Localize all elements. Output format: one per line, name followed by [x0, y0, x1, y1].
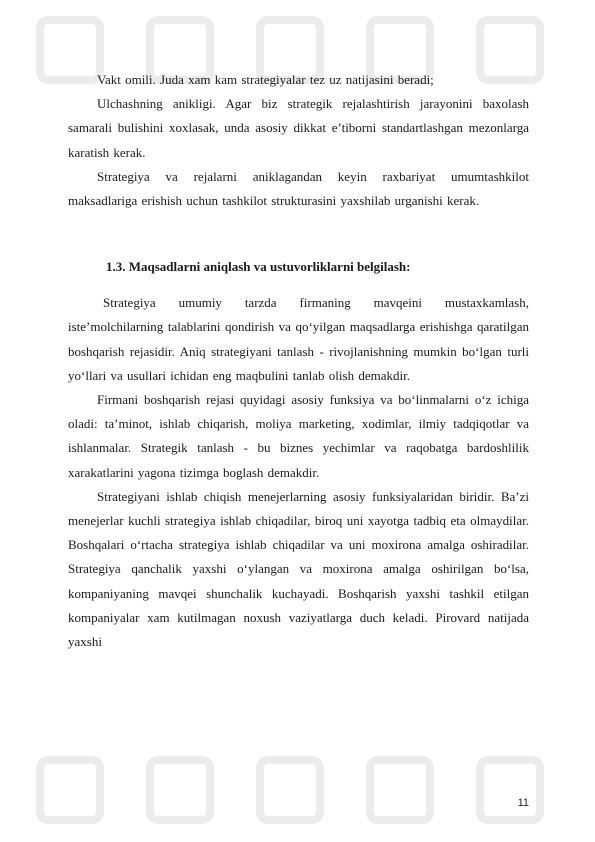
document-page [68, 68, 529, 654]
paragraph-measurement-accuracy: Ulchashning anikligi. Agar biz strategik rejalashtirish jarayonini baxolash samarali bulishini xoxlasak, unda asosiy dikkat e’tiborni standartlashgan mezonlarga karatish kerak. [68, 96, 529, 160]
paragraph-strategy-structure: Strategiya va rejalarni aniklagandan keyin raxbariyat umumtashkilot maksadlariga erishish uchun tashkilot strukturasini yaxshilab urganishi kerak. [68, 168, 529, 209]
page-number: 11 [517, 797, 529, 809]
paragraph-time-factor: Vakt omili. Juda xam kam strategiyalar tez uz natijasini beradi; [97, 72, 434, 87]
paragraph-strategy-definition: Strategiya umumiy tarzda firmaning mavqeini mustaxkamlash, iste’molchilarning talablarini qondirish va qo‘yilgan maqsadlarga erishishga qaratilgan boshqarish rejasidir. Aniq strategiyani tanlash - rivojlanishning mumkin bo‘lgan turli yo‘llari va usullari ichidan eng maqbulini tanlab olish demakdir. [68, 295, 529, 383]
section-heading: 1.3. Maqsadlarni aniqlash va ustuvorliklarni belgilash: [106, 259, 411, 275]
paragraph-strategy-development: Strategiyani ishlab chiqish menejerlarning asosiy funksiyalaridan biridir. Ba’zi menejerlar kuchli strategiya ishlab chiqadilar, biroq uni xayotga tadbiq eta olmaydilar. Boshqalari o‘rtacha strategiya ishlab chiqadilar va uni moxirona amalga oshiradilar. Strategiya qanchalik yaxshi o‘ylangan va moxirona amalga oshirilgan bo‘lsa, kompaniyaning mavqei shunchalik kuchayadi. Boshqarish yaxshi tashkil etilgan kompaniyalar xam kutilmagan noxush vaziyatlarga duch keladi. Pirovard natijada yaxshi [68, 488, 529, 650]
paragraph-management-plan: Firmani boshqarish rejasi quyidagi asosiy funksiya va bo‘linmalarni o‘z ichiga oladi: ta’minot, ishlab chiqarish, moliya marketing, xodimlar, ilmiy tadqiqotlar va ishlanmalar. Strategik tanlash - bu biznes yechimlar va raqobatga bardoshlilik xarakatlarini yagona tizimga boglash demakdir. [68, 392, 529, 480]
